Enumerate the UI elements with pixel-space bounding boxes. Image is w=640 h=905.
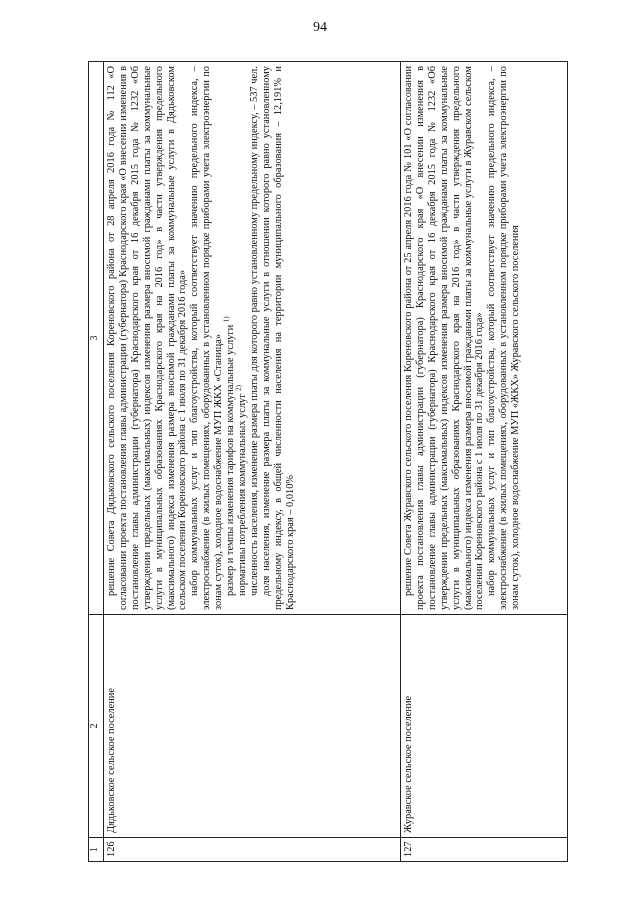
footnote-ref: 1) xyxy=(222,316,231,323)
rotated-table-wrapper xyxy=(88,62,568,862)
row-number: 127 xyxy=(401,838,568,862)
description-paragraph: доля населения, изменение размера платы за коммунальные услуги в отношении которого равно установленному предельному индексу, в общей численности населения на территории муниципального образования – 12,191% и Краснодарского края – 0,010% xyxy=(260,66,296,610)
row-description xyxy=(104,62,401,615)
footnote-ref: 2) xyxy=(234,385,243,391)
header-cell-2: 2 xyxy=(89,615,104,838)
header-cell-1: 1 xyxy=(89,838,104,862)
row-description xyxy=(401,62,568,615)
description-paragraph: размер и темпы изменения тарифов на коммунальные услуги $^{1)}$ xyxy=(222,316,237,596)
table-row xyxy=(104,62,401,862)
description-paragraph: численность населения, изменение размера платы для которого равно установленному предельному индексу, – 537 чел. xyxy=(248,66,260,596)
description-paragraph: решение Совета Журавского сельского поселения Кореновского района от 25 апреля 2016 года № 101 «О согласовании проекта постановления главы администрации (губернатора) Краснодарского края «О внесении изменения в постановление главы администрации (губернатора) Краснодарского края от 16 декабря 2015 года № 1232 «Об утверждении предельных (максимальных) индексов изменения размера вносимой гражданами платы за коммунальные услуги в муниципальных образованиях Краснодарского края на 2016 год» в части утверждения предельного (максимального) индекса изменения размера вносимой гражданами платы за коммунальные услуги в Журавском сельском поселении Кореновского района с 1 июля по 31 декабря 2016 года» xyxy=(403,66,486,610)
tariff-registry-table xyxy=(88,61,568,862)
description-paragraph: набор коммунальных услуг и тип благоустройства, который соответствует значению предельного индекса, – электроснабжение (в жилых помещениях, оборудованных в установленном порядке приборами учета электроэнергии по зонам суток), холодное водоснабжение МУП ЖКХ «Станица» xyxy=(189,66,225,610)
header-row xyxy=(89,62,104,862)
row-number: 126 xyxy=(104,838,401,862)
settlement-name: Журавское сельское поселение xyxy=(401,615,568,838)
table-row xyxy=(401,62,568,862)
description-paragraph: нормативы потребления коммунальных услуг $^{2)}$ xyxy=(234,385,248,596)
description-paragraph: набор коммунальных услуг и тип благоустройства, который соответствует значению предельного индекса, – электроснабжение (в жилых помещениях, оборудованных в установленном порядке приборами учета электроэнергии по зонам суток), холодное водоснабжение МУП «ЖКХ» Журавского сельского поселения xyxy=(486,66,522,610)
description-paragraph: решение Совета Дядьковского сельского поселения Кореновского района от 28 апреля 2016 года № 112 «О согласовании проекта постановления главы администрации (губернатора) Краснодарского края «О внесении изменения в постановление главы администрации (губернатора) Краснодарского края от 16 декабря 2015 года № 1232 «Об утверждении предельных (максимальных) индексов изменения размера вносимой гражданами платы за коммунальные услуги в муниципальных образованиях Краснодарского края на 2016 год» в части утверждения предельного (максимального) индекса изменения размера вносимой гражданами платы за коммунальные услуги в Дядьковском сельском поселении Кореновского района с 1 июля по 31 декабря 2016 года» xyxy=(106,66,189,610)
settlement-name: Дядьковское сельское поселение xyxy=(104,615,401,838)
header-cell-3: 3 xyxy=(89,62,104,615)
page-number: 94 xyxy=(313,20,327,35)
